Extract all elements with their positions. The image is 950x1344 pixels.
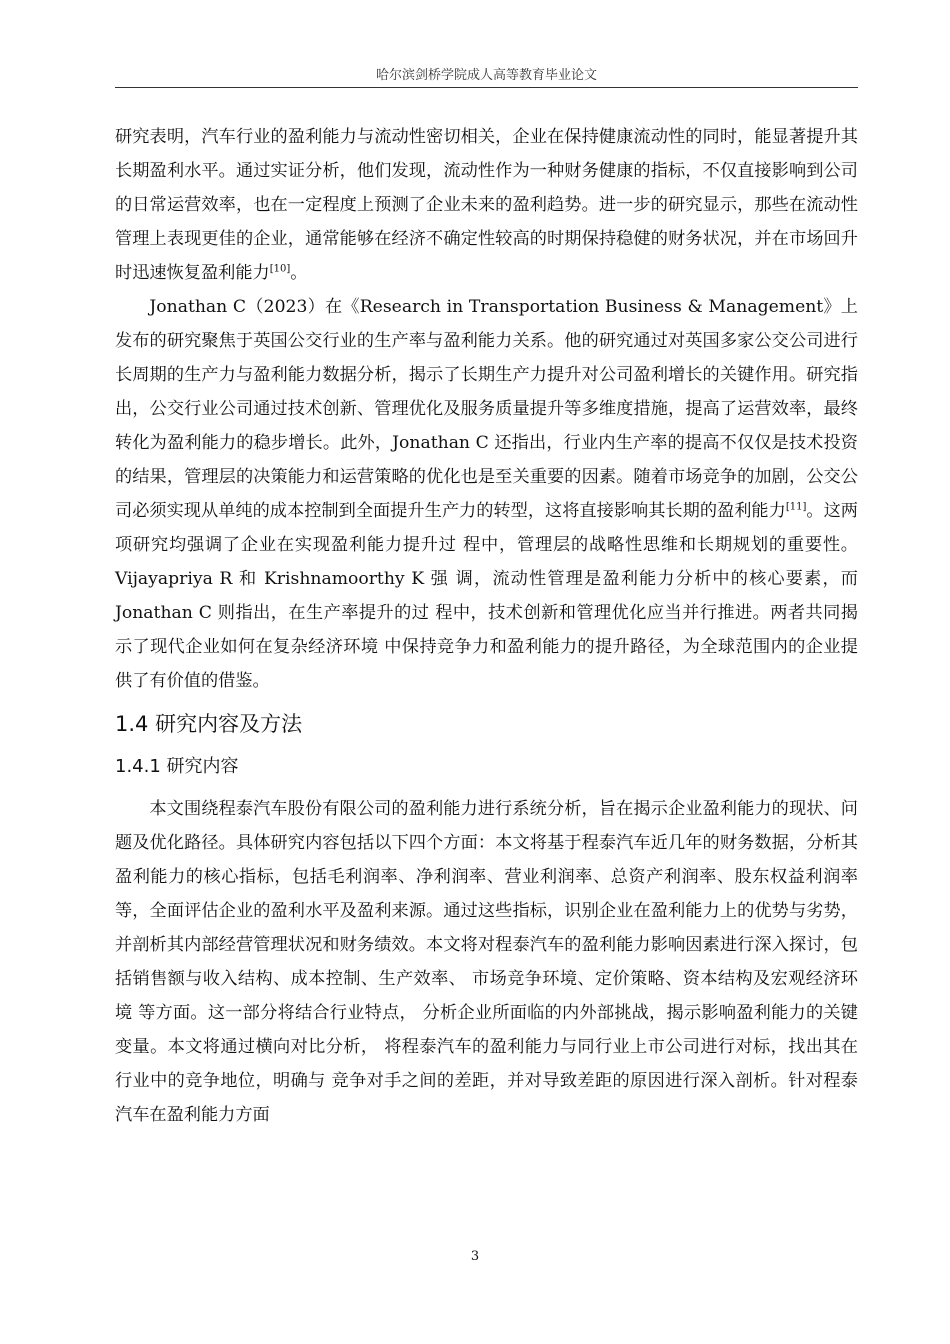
subsection-heading-1-4-1: 1.4.1 研究内容	[115, 756, 239, 777]
body-text	[115, 120, 858, 1132]
paragraph-jonathan-research: Jonathan C（2023）在《Research in Transportation Business & Management》上发布的研究聚焦于英国公交行业的生产率与盈利能力关系。他的研究通过对英国多家公交公司进行长周期的生产力与盈利能力数据分析，揭示了长期生产力提升对公司盈利增长的关键作用。研究指出，公交行业公司通过技术创新、管理优化及服务质量提升等多维度措施，提高了运营效率，最终转化为盈利能力的稳步增长。此外，Jonathan C 还指出，行业内生产率的提高不仅仅是技术投资的结果，管理层的决策能力和运营策略的优化也是至关重要的因素。随着市场竞争的加剧，公交公司必须实现从单纯的成本控制到全面提升生产力的转型，这将直接影响其长期的盈利能力[11]。这两项研究均强调了企业在实现盈利能力提升过 程中，管理层的战略性思维和长期规划的重要性。Vijayapriya R 和 Krishnamoorthy K 强 调，流动性管理是盈利能力分析中的核心要素，而 Jonathan C 则指出，在生产率提升的过 程中，技术创新和管理优化应当并行推进。两者共同揭示了现代企业如何在复杂经济环境 中保持竞争力和盈利能力的提升路径，为全球范围内的企业提供了有价值的借鉴。	[115, 297, 858, 691]
citation-10: [10]	[269, 263, 291, 275]
page-header: 哈尔滨剑桥学院成人高等教育毕业论文	[375, 68, 597, 83]
header-divider	[115, 87, 858, 88]
paragraph-liquidity-research: 研究表明，汽车行业的盈利能力与流动性密切相关，企业在保持健康流动性的同时，能显著提升其长期盈利水平。通过实证分析，他们发现，流动性作为一种财务健康的指标，不仅直接影响到公司的日常运营效率，也在一定程度上预测了企业未来的盈利趋势。进一步的研究显示，那些在流动性管理上表现更佳的企业，通常能够在经济不确定性较高的时期保持稳健的财务状况，并在市场回升时迅速恢复盈利能力[10]。	[115, 127, 858, 283]
citation-11: [11]	[785, 501, 807, 513]
paragraph-research-content: 本文围绕程泰汽车股份有限公司的盈利能力进行系统分析，旨在揭示企业盈利能力的现状、问题及优化路径。具体研究内容包括以下四个方面：本文将基于程泰汽车近几年的财务数据，分析其盈利能力的核心指标，包括毛利润率、净利润率、营业利润率、总资产利润率、股东权益利润率 等，全面评估企业的盈利水平及盈利来源。通过这些指标，识别企业在盈利能力上的优势与劣势，并剖析其内部经营管理状况和财务绩效。本文将对程泰汽车的盈利能力影响因素进行深入探讨，包括销售额与收入结构、成本控制、生产效率、 市场竞争环境、定价策略、资本结构及宏观经济环境 等方面。这一部分将结合行业特点， 分析企业所面临的内外部挑战，揭示影响盈利能力的关键变量。本文将通过横向对比分析， 将程泰汽车的盈利能力与同行业上市公司进行对标，找出其在行业中的竞争地位，明确与 竞争对手之间的差距，并对导致差距的原因进行深入剖析。针对程泰汽车在盈利能力方面	[115, 799, 858, 1125]
section-heading-1-4: 1.4 研究内容及方法	[115, 712, 303, 736]
page-number: 3	[470, 1249, 480, 1264]
